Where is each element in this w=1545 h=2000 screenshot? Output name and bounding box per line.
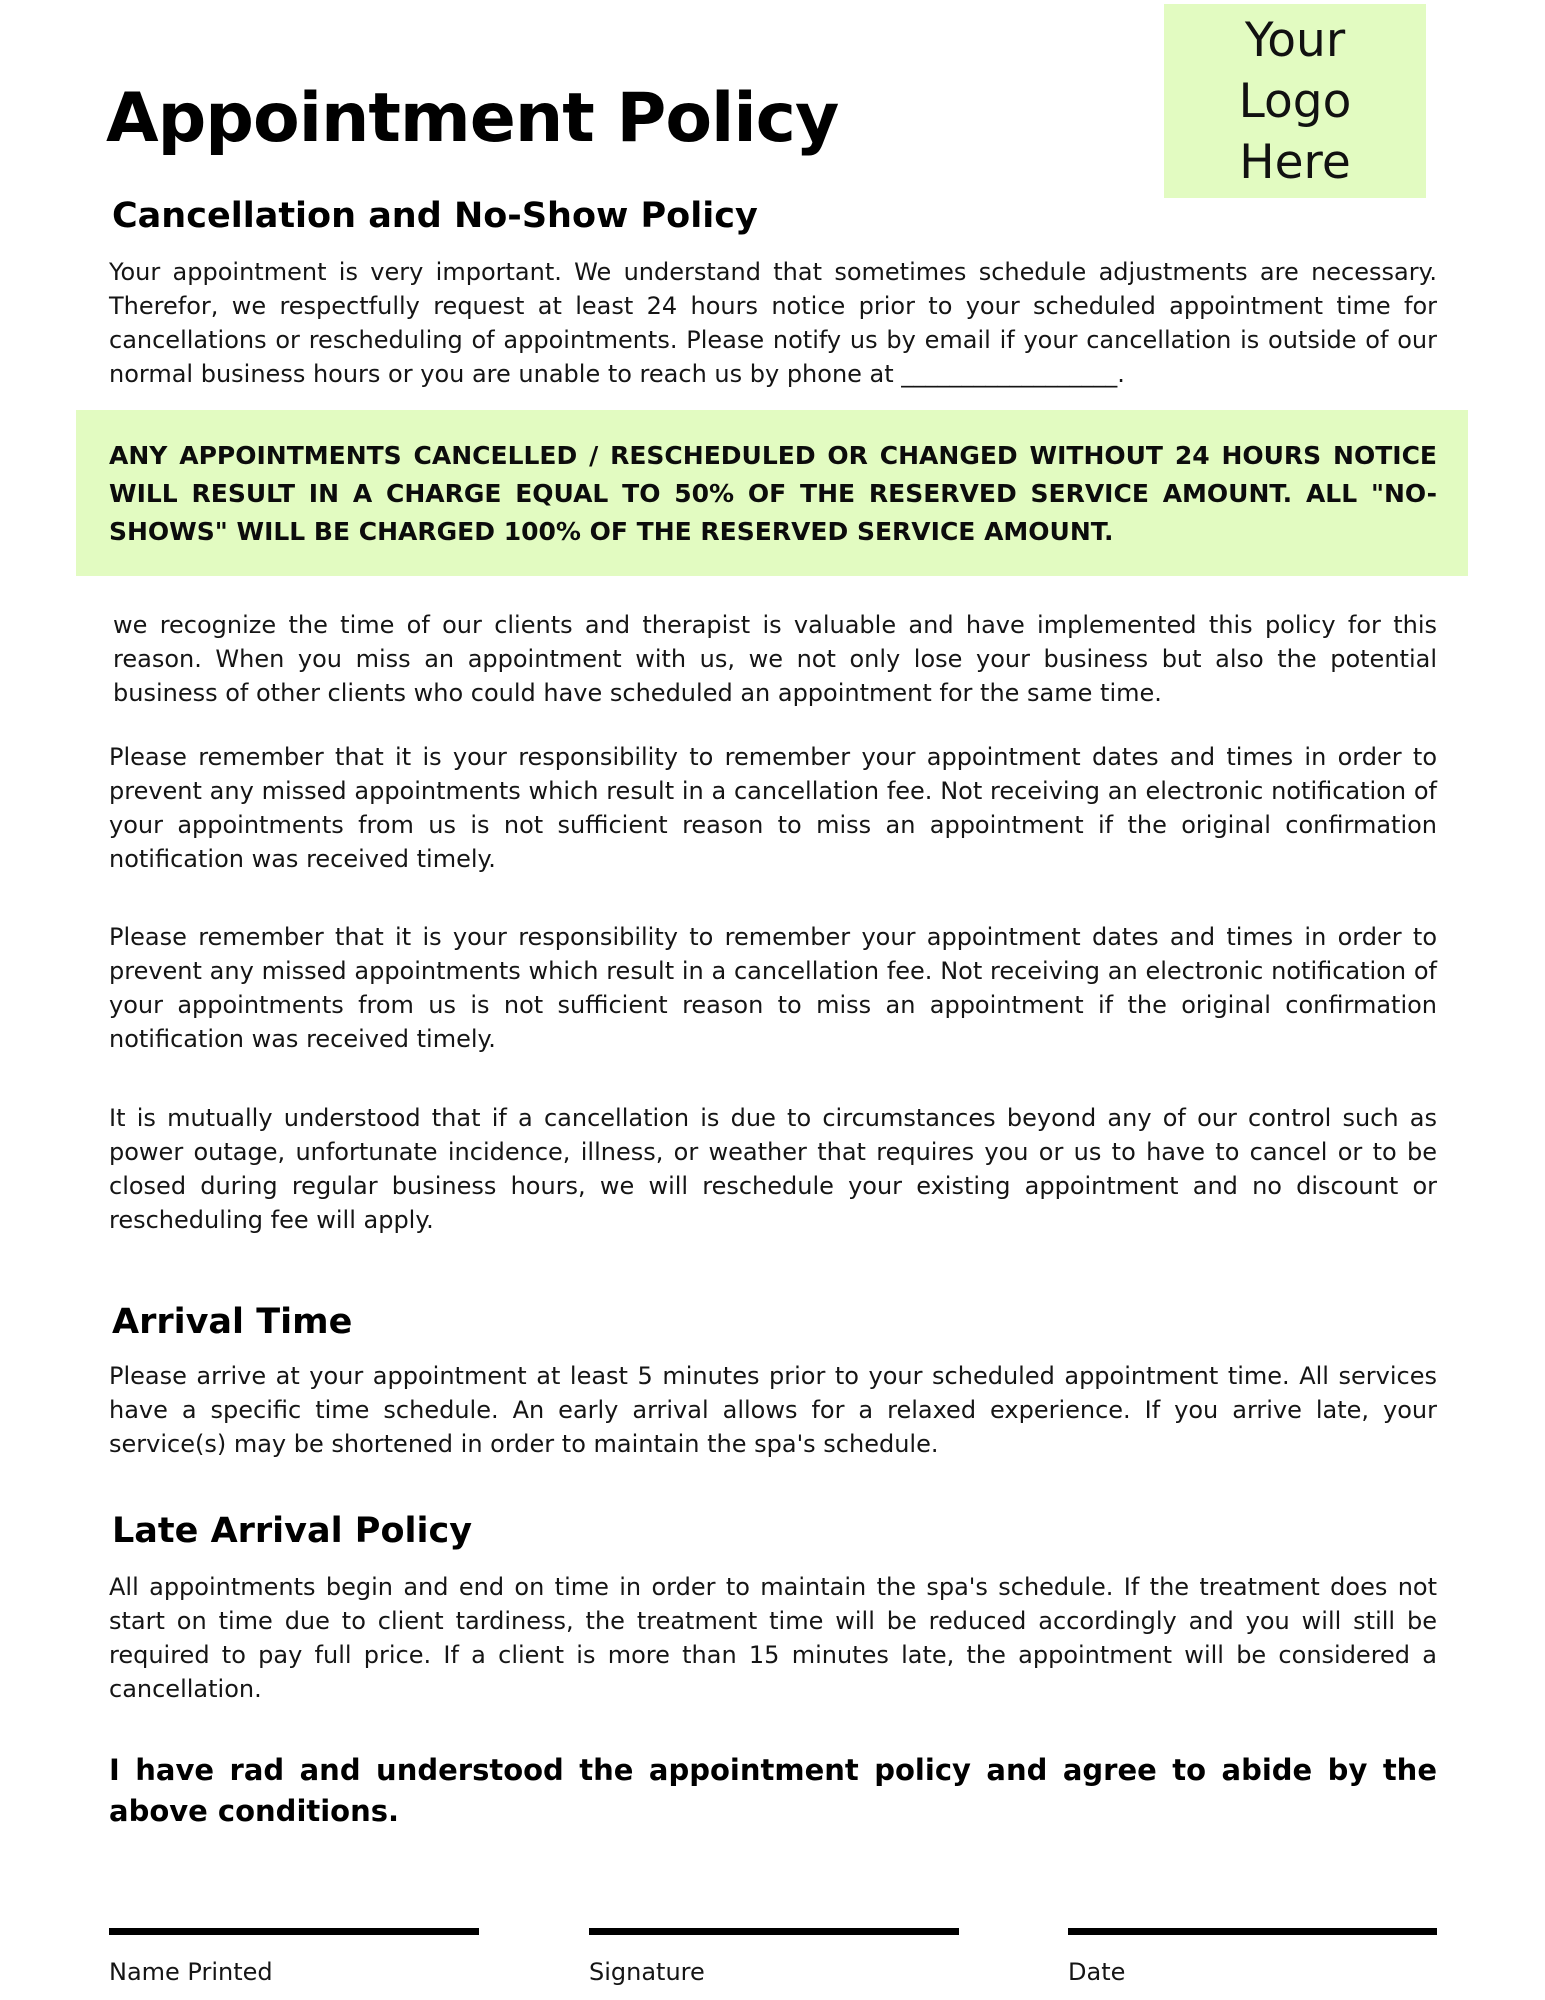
date-label: Date (1068, 1958, 1126, 1986)
arrival-text: Please arrive at your appointment at least 5 minutes prior to your scheduled appointment time. All services have a specific time schedule. An early arrival allows for a relaxed experience. If you arrive late, your service(s) may be shortened in order to maintain the spa's schedule. (109, 1362, 1437, 1458)
notice-text: ANY APPOINTMENTS CANCELLED / RESCHEDULED OR CHANGED WITHOUT 24 HOURS NOTICE WILL RESULT IN A CHARGE EQUAL TO 50% OF THE RESERVED SERVICE AMOUNT. ALL "NO-SHOWS" WILL BE CHARGED 100% OF THE RESERVED SERVICE AMOUNT. (109, 441, 1437, 546)
logo-placeholder (1164, 4, 1426, 198)
cancellation-heading: Cancellation and No-Show Policy (112, 196, 758, 236)
date-signature-line[interactable] (1068, 1928, 1437, 1935)
cancellation-intro: Your appointment is very important. We understand that sometimes schedule adjustments are necessary. Therefor, we respectfully request at least 24 hours notice prior to your scheduled appointment time for cancellations or rescheduling of appointments. Please notify us by email if your cancellation is outside of our normal business hours or you are unable to reach us by phone at __________________. (109, 258, 1437, 388)
policy-paragraph: Please remember that it is your responsibility to remember your appointment dates and times in order to prevent any missed appointments which result in a cancellation fee. Not receiving an electronic notification of your appointments from us is not sufficient reason to miss an appointment if the original confirmation notification was received timely. (109, 743, 1437, 873)
name-signature-line[interactable] (109, 1928, 479, 1935)
policy-paragraph: we recognize the time of our clients and therapist is valuable and have implemented this policy for this reason. When you miss an appointment with us, we not only lose your business but also the potential business of other clients who could have scheduled an appointment for the same time. (113, 611, 1437, 707)
page-title: Appointment Policy (106, 79, 839, 158)
signature-line[interactable] (589, 1928, 959, 1935)
policy-paragraph: It is mutually understood that if a cancellation is due to circumstances beyond any of our control such as power outage, unfortunate incidence, illness, or weather that requires you or us to have to cancel or to be closed during regular business hours, we will reschedule your existing appointment and no discount or rescheduling fee will apply. (109, 1104, 1437, 1234)
signature-label: Signature (589, 1958, 705, 1986)
arrival-heading: Arrival Time (112, 1302, 353, 1342)
late-arrival-heading: Late Arrival Policy (112, 1511, 473, 1551)
policy-paragraph: Please remember that it is your responsibility to remember your appointment dates and times in order to prevent any missed appointments which result in a cancellation fee. Not receiving an electronic notification of your appointments from us is not sufficient reason to miss an appointment if the original confirmation notification was received timely. (109, 923, 1437, 1053)
logo-placeholder-text: Your Logo Here (1238, 12, 1352, 190)
name-printed-label: Name Printed (109, 1958, 273, 1986)
late-arrival-text: All appointments begin and end on time in order to maintain the spa's schedule. If the treatment does not start on time due to client tardiness, the treatment time will be reduced accordingly and you will still be required to pay full price. If a client is more than 15 minutes late, the appointment will be considered a cancellation. (109, 1573, 1437, 1703)
acknowledgement-statement: I have rad and understood the appointment policy and agree to abide by the above conditions. (109, 1753, 1437, 1828)
